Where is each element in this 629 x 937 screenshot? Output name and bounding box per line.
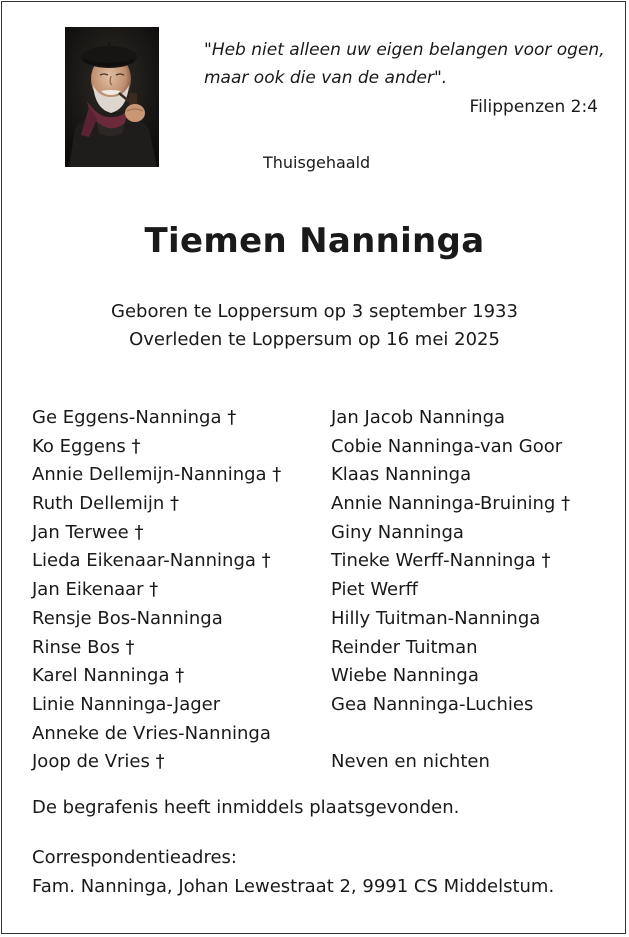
correspondence-label: Correspondentieadres: xyxy=(32,847,237,868)
relative-name: Jan Jacob Nanninga xyxy=(331,407,506,428)
correspondence-address: Fam. Nanninga, Johan Lewestraat 2, 9991 CS Middelstum. xyxy=(32,876,555,897)
quote-line: "Heb niet alleen uw eigen belangen voor ogen, xyxy=(204,40,605,60)
relative-name: Jan Terwee † xyxy=(32,521,144,543)
correspondence-block xyxy=(32,843,554,901)
relative-name: Karel Nanninga † xyxy=(32,665,185,687)
relatives-list-right xyxy=(331,404,570,777)
quote-reference: Filippenzen 2:4 xyxy=(469,97,598,117)
funeral-note: De begrafenis heeft inmiddels plaatsgevonden. xyxy=(32,797,460,818)
relative-name: Rensje Bos-Nanninga xyxy=(32,607,223,629)
relative-name: Gea Nanninga-Luchies xyxy=(331,693,534,715)
bible-quote xyxy=(204,36,605,92)
relatives-list-left xyxy=(32,404,281,777)
relative-name: Ruth Dellemijn † xyxy=(32,493,179,515)
relative-name: Piet Werff xyxy=(331,579,418,601)
relative-name: Rinse Bos † xyxy=(32,636,135,658)
birth-date: Geboren te Loppersum op 3 september 1933 xyxy=(111,301,518,322)
relative-name: Cobie Nanninga-van Goor xyxy=(331,435,563,457)
relative-name: Ge Eggens-Nanninga † xyxy=(32,407,237,428)
relative-name: Annie Dellemijn-Nanninga † xyxy=(32,464,282,486)
relative-name: Tineke Werff-Nanninga † xyxy=(331,550,551,572)
relative-name: Hilly Tuitman-Nanninga xyxy=(331,607,541,629)
portrait-photo xyxy=(65,27,159,167)
relative-name: Giny Nanninga xyxy=(331,521,464,543)
relative-name xyxy=(331,720,570,749)
relative-name: Wiebe Nanninga xyxy=(331,665,479,687)
deceased-name: Tiemen Nanninga xyxy=(144,221,485,261)
relative-name: Lieda Eikenaar-Nanninga † xyxy=(32,550,271,572)
relative-name: Neven en nichten xyxy=(331,751,490,773)
relative-name: Reinder Tuitman xyxy=(331,636,478,658)
relative-name: Klaas Nanninga xyxy=(331,464,472,486)
life-dates xyxy=(0,298,629,354)
death-date: Overleden te Loppersum op 16 mei 2025 xyxy=(129,329,500,350)
relative-name: Ko Eggens † xyxy=(32,435,141,457)
status-text: Thuisgehaald xyxy=(263,153,371,172)
quote-line: maar ook die van de ander". xyxy=(204,68,448,88)
relative-name: Jan Eikenaar † xyxy=(32,579,159,601)
relative-name: Annie Nanninga-Bruining † xyxy=(331,493,571,515)
relative-name: Linie Nanninga-Jager xyxy=(32,693,221,715)
relative-name: Anneke de Vries-Nanninga xyxy=(32,722,271,744)
relative-name: Joop de Vries † xyxy=(32,751,165,773)
